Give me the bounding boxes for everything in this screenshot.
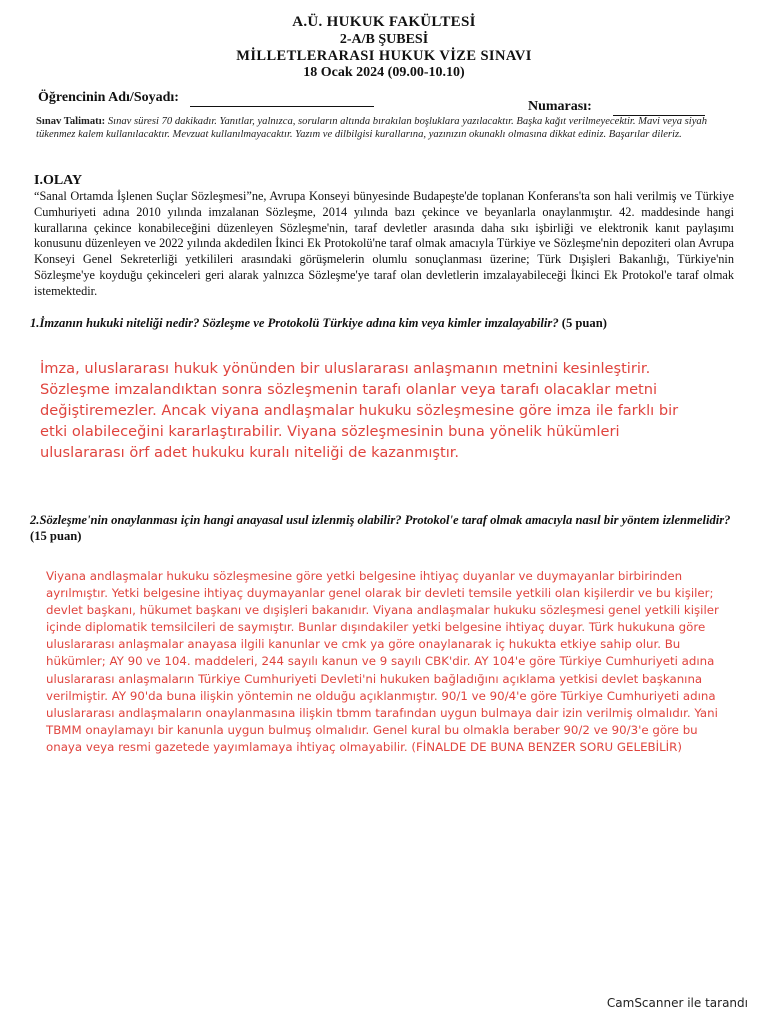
question-2 [30,512,740,544]
question-2-text: 2.Sözleşme'nin onaylanması için hangi anayasal usul izlenmiş olabilir? Protokol'e taraf olmak amacıyla nasıl bir yöntem izlenmelidir? [30,513,731,527]
student-number-label: Numarası: [528,99,592,114]
exam-instructions [36,116,726,141]
instructions-text: Sınav süresi 70 dakikadır. Yanıtlar, yalnızca, soruların altında bırakılan boşluklara yazılacaktır. Başka kağıt verilmeyecektir. Mavi veya siyah tükenmez kalem kullanılacaktır. Mevzuat kullanılmayacaktır. Yazım ve dilbilgisi kurallarına, yazınızın okunaklı olmasına dikkat ediniz. Başarılar dileriz. [36,116,707,140]
student-name-field [190,106,374,107]
case-title: I.OLAY [34,173,83,188]
case-text: “Sanal Ortamda İşlenen Suçlar Sözleşmesi”ne, Avrupa Konseyi bünyesinde Budapeşte'de toplanan Konferans'ta son hali verilmiş ve Türkiye Cumhuriyeti adına 2010 yılında imzalanan Sözleşme, 2014 yılında bazı çekince ve beyanlarla onaylanmıştır. 42. maddesinde hangi kurallarına çekince konabileceğini düzenleyen Sözleşme'nin, taraf devletler arasında daha sıkı işbirliği ve elektronik kanıt paylaşımı konusunu düzenleyen ve 2022 yılında akdedilen İkinci Ek Protokolü'ne taraf olmak amacıyla Türkiye ve Sözleşme'nin depoziteri olan Avrupa Konseyi Genel Sekreterliği yetkilileri arasındaki görüşmelerin olumlu sonuçlanması üzerine; Türk Dışişleri Bakanlığı, Türkiye'nin Sözleşme'ye koyduğu çekinceleri geri alarak yalnızca Sözleşme'ye taraf olan devletlerin imzalayabileceği İkinci Ek Protokol'e taraf olmak istemektedir. [34,189,734,298]
question-1-text: 1.İmzanın hukuki niteliği nedir? Sözleşme ve Protokolü Türkiye adına kim veya kimler imzalayabilir? [30,316,559,330]
answer-2: Viyana andlaşmalar hukuku sözleşmesine göre yetki belgesine ihtiyaç duyanlar ve duymayanlar birbirinden ayrılmıştır. Yetki belgesine ihtiyaç duymayanlar genel olarak bir devleti temsile yetkili olan kişilerdir ve bu kişiler; devlet başkanı, hükumet başkanı ve dışişleri bakanıdır. Viyana andlaşmalar hukuku sözleşmesi genel yetkili kişiler içinde diplomatik temsilcileri de saymıştır. Bunlar dışındakiler yetki belgesine ihtiyaç duyar. Türk hukukuna göre uluslararası anlaşmalar anayasa ilgili kanunlar ve cmk ya göre onaylanarak iç hukukta etkiye sahip olur. Bu hükümler; AY 90 ve 104. maddeleri, 244 sayılı kanun ve 9 sayılı CBK'dir. AY 104'e göre Türkiye Cumhuriyeti adına uluslararası anlaşmaların Türkiye Cumhuriyeti Devleti'ni hukuken bağladığını açıklama yetkisi devlet başkanına verilmiştir. AY 90'da buna ilişkin yöntemin ne olduğu açıklanmıştır. 90/1 ve 90/4'e göre Türkiye Cumhuriyeti adına uluslararası andlaşmaların onaylanmasına ilişkin tbmm tarafından uygun bulmaya dair izin verilmiş olmalıdır. Yani TBMM onaylamayı bir kanunla uygun bulmuş olmalıdır. Genel kural bu olmakla beraber 90/2 ve 90/3'e göre bu onaya veya resmi gazetede yayımlamaya ihtiyaç olmayabilir. (FİNALDE DE BUNA BENZER SORU GELEBİLİR) [46,569,719,754]
faculty-title: A.Ü. HUKUK FAKÜLTESİ [292,14,476,30]
exam-date: 18 Ocak 2024 (09.00-10.10) [303,65,465,80]
instructions-label: Sınav Talimatı: [36,116,106,127]
branch-title: 2-A/B ŞUBESİ [339,32,429,47]
scanner-watermark: CamScanner ile tarandı [606,996,748,1010]
question-1-points: (5 puan) [561,316,607,330]
exam-title: MİLLETLERARASI HUKUK VİZE SINAVI [236,48,532,64]
question-1 [30,315,740,331]
student-name-label: Öğrencinin Adı/Soyadı: [38,90,179,105]
question-2-points: (15 puan) [30,529,82,543]
answer-1: İmza, uluslararası hukuk yönünden bir uluslararası anlaşmanın metnini kesinleştirir. Sözleşme imzalandıktan sonra sözleşmenin tarafı olanlar veya tarafı olacaklar metni değiştiremezler. Ancak viyana andlaşmalar hukuku sözleşmesine göre imza ile farklı bir etki olabileceğini kararlaştırabilir. Viyana sözleşmesinin buna yönelik hükümleri uluslararası örf adet hukuku kuralı niteliği de kazanmıştır. [40,360,679,461]
